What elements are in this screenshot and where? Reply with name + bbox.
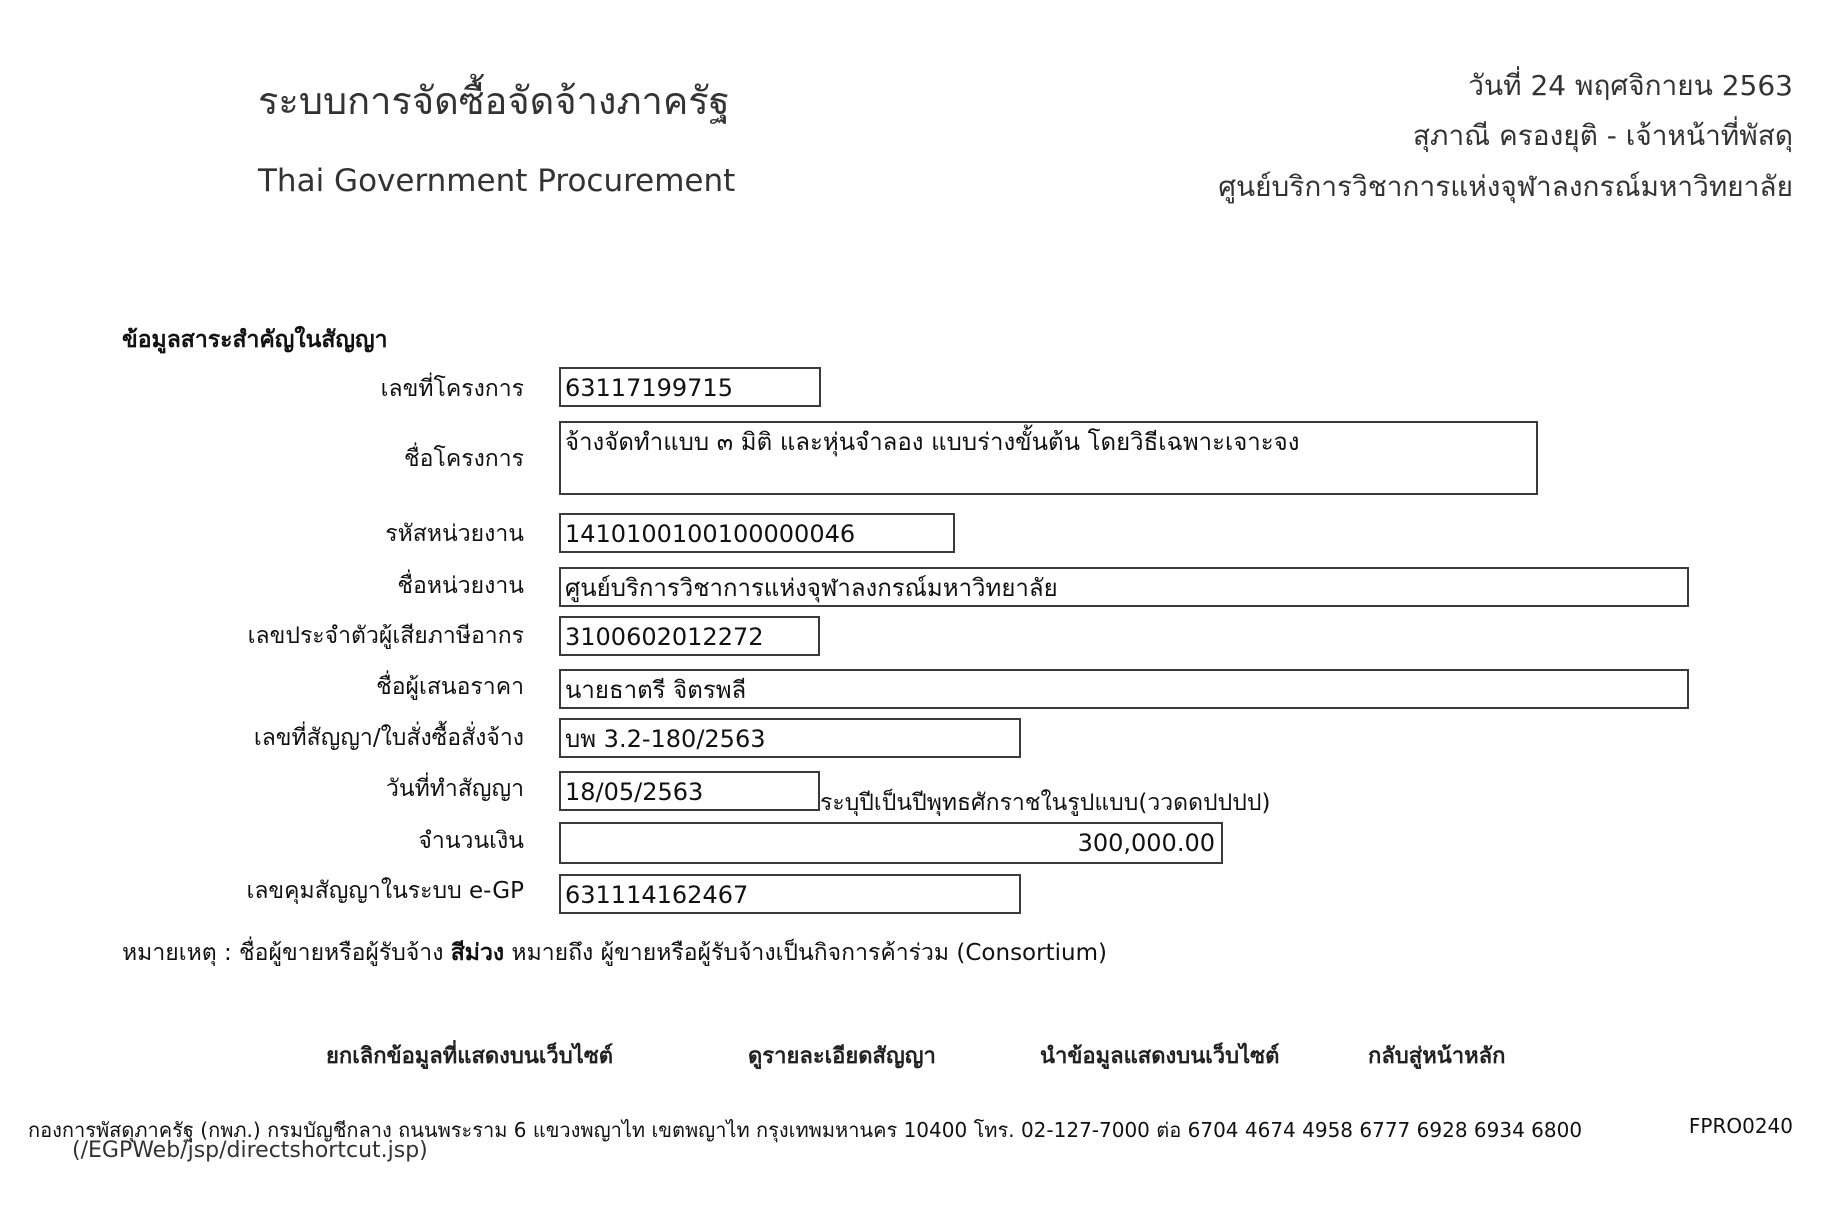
agency-name-label: ชื่อหน่วยงาน bbox=[397, 573, 524, 599]
section-title: ข้อมูลสาระสำคัญในสัญญา bbox=[122, 327, 388, 353]
project-name-label: ชื่อโครงการ bbox=[404, 446, 524, 472]
egp-no-label: เลขคุมสัญญาในระบบ e-GP bbox=[246, 878, 524, 904]
tax-id-label: เลขประจำตัวผู้เสียภาษีอากร bbox=[247, 623, 524, 649]
project-no-field[interactable]: 63117199715 bbox=[559, 367, 821, 407]
current-date: วันที่ 24 พฤศจิกายน 2563 bbox=[1468, 69, 1793, 102]
agency-code-label: รหัสหน่วยงาน bbox=[385, 521, 524, 547]
bidder-name-field[interactable]: นายธาตรี จิตรพลี bbox=[559, 669, 1689, 709]
consortium-note bbox=[122, 935, 1107, 971]
contract-date-hint: ระบุปีเป็นปีพุทธศักราชในรูปแบบ(ววดดปปปป) bbox=[820, 790, 1271, 816]
amount-field[interactable]: 300,000.00 bbox=[559, 822, 1223, 864]
note-prefix: หมายเหตุ : ชื่อผู้ขายหรือผู้รับจ้าง bbox=[122, 940, 451, 966]
page-path: (/EGPWeb/jsp/directshortcut.jsp) bbox=[72, 1138, 428, 1163]
bidder-name-label: ชื่อผู้เสนอราคา bbox=[376, 674, 524, 700]
agency-code-field[interactable]: 1410100100100000046 bbox=[559, 513, 955, 553]
organization-name: ศูนย์บริการวิชาการแห่งจุฬาลงกรณ์มหาวิทยาลัย bbox=[1218, 170, 1793, 203]
amount-label: จำนวนเงิน bbox=[418, 828, 524, 854]
contract-no-field[interactable]: บพ 3.2-180/2563 bbox=[559, 718, 1021, 758]
project-no-label: เลขที่โครงการ bbox=[380, 376, 524, 402]
form-code: FPRO0240 bbox=[1688, 1114, 1793, 1138]
cancel-publish-button[interactable]: ยกเลิกข้อมูลที่แสดงบนเว็บไซต์ bbox=[326, 1038, 613, 1073]
publish-button[interactable]: นำข้อมูลแสดงบนเว็บไซต์ bbox=[1040, 1038, 1279, 1073]
system-title-thai: ระบบการจัดซื้อจัดจ้างภาครัฐ bbox=[258, 79, 730, 123]
contract-date-field[interactable]: 18/05/2563 bbox=[559, 771, 820, 811]
view-contract-details-button[interactable]: ดูรายละเอียดสัญญา bbox=[748, 1038, 936, 1073]
tax-id-field[interactable]: 3100602012272 bbox=[559, 616, 820, 656]
contract-date-label: วันที่ทำสัญญา bbox=[385, 776, 524, 802]
contract-no-label: เลขที่สัญญา/ใบสั่งซื้อสั่งจ้าง bbox=[253, 725, 524, 751]
back-to-home-button[interactable]: กลับสู่หน้าหลัก bbox=[1368, 1038, 1505, 1073]
footer-address: กองการพัสดุภาครัฐ (กพภ.) กรมบัญชีกลาง ถนนพระราม 6 แขวงพญาไท เขตพญาไท กรุงเทพมหานคร 10400 โทร. 02-127-7000 ต่อ 6704 4674 4958 6777 6928 6934 6800 bbox=[28, 1118, 1583, 1142]
note-suffix: หมายถึง ผู้ขายหรือผู้รับจ้างเป็นกิจการค้าร่วม (Consortium) bbox=[504, 940, 1107, 966]
system-title-english: Thai Government Procurement bbox=[258, 163, 736, 199]
user-info: สุภาณี ครองยุติ - เจ้าหน้าที่พัสดุ bbox=[1412, 119, 1793, 152]
project-name-field[interactable]: จ้างจัดทำแบบ ๓ มิติ และหุ่นจำลอง แบบร่างขั้นต้น โดยวิธีเฉพาะเจาะจง bbox=[559, 421, 1538, 495]
egp-no-field[interactable]: 631114162467 bbox=[559, 874, 1021, 914]
agency-name-field[interactable]: ศูนย์บริการวิชาการแห่งจุฬาลงกรณ์มหาวิทยาลัย bbox=[559, 567, 1689, 607]
note-highlight: สีม่วง bbox=[450, 940, 505, 966]
